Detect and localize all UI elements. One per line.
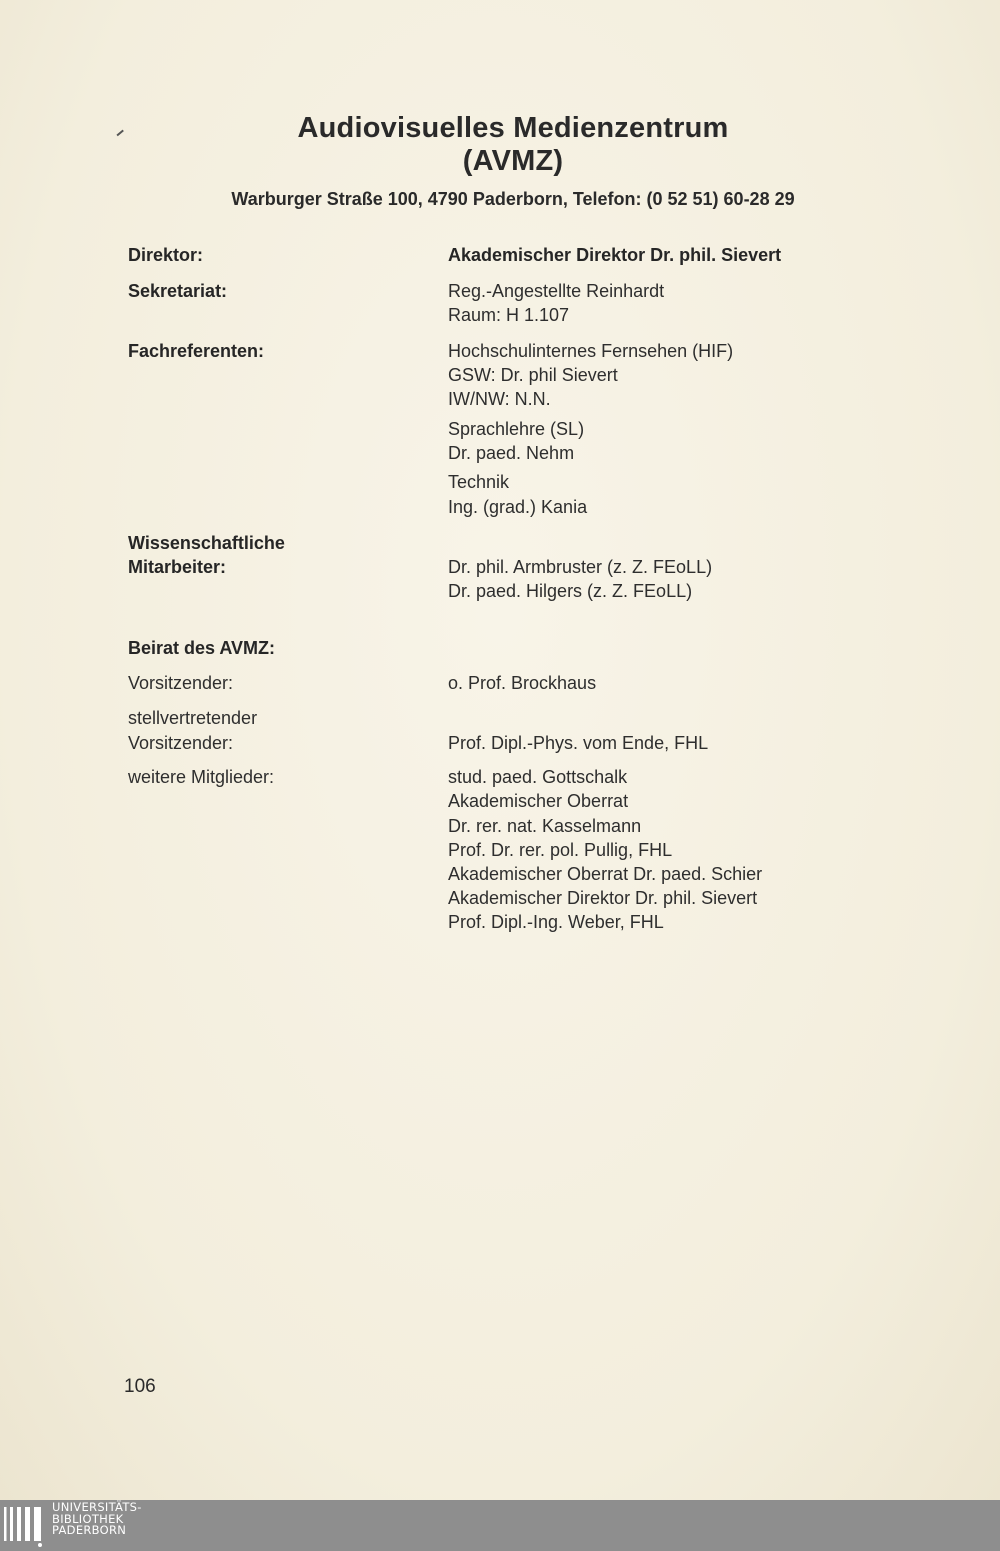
library-footer [0, 1500, 1000, 1551]
label-wiss-mitarbeiter-2: Mitarbeiter: [128, 557, 227, 577]
value-mitglied-5: Akademischer Oberrat Dr. paed. Schier [448, 864, 763, 884]
page-number: 106 [124, 1376, 156, 1397]
value-fachreferenten-4: Sprachlehre (SL) [448, 419, 585, 439]
address-line: Warburger Straße 100, 4790 Paderborn, Telefon: (0 52 51) 60-28 29 [231, 189, 795, 209]
label-stellv-1: stellvertretender [128, 708, 258, 728]
logo-line-3: PADERBORN [52, 1523, 127, 1537]
title-line-1: Audiovisuelles Medienzentrum [297, 112, 729, 144]
value-direktor: Akademischer Direktor Dr. phil. Sievert [448, 245, 782, 265]
logo-line-1: UNIVERSITÄTS- [52, 1500, 142, 1514]
value-vorsitzender: o. Prof. Brockhaus [448, 673, 597, 693]
label-stellv-2: Vorsitzender: [128, 733, 234, 753]
value-mitglied-4: Prof. Dr. rer. pol. Pullig, FHL [448, 840, 673, 860]
label-weitere-mitglieder: weitere Mitglieder: [128, 767, 275, 787]
title-line-2: (AVMZ) [462, 145, 564, 177]
value-fachreferenten-3: IW/NW: N.N. [448, 389, 551, 409]
beirat-heading: Beirat des AVMZ: [128, 638, 276, 658]
value-fachreferenten-5: Dr. paed. Nehm [448, 443, 575, 463]
logo-line-2: BIBLIOTHEK [52, 1511, 124, 1526]
library-logo-text [52, 1502, 142, 1537]
label-vorsitzender: Vorsitzender: [128, 673, 234, 693]
label-direktor: Direktor: [128, 245, 204, 265]
label-sekretariat: Sekretariat: [128, 281, 228, 301]
value-mitglied-7: Prof. Dipl.-Ing. Weber, FHL [448, 912, 664, 932]
value-fachreferenten-2: GSW: Dr. phil Sievert [448, 365, 618, 385]
label-fachreferenten: Fachreferenten: [128, 341, 265, 361]
value-mitglied-2: Akademischer Oberrat [448, 791, 629, 811]
label-wiss-mitarbeiter-1: Wissenschaftliche [128, 533, 285, 553]
value-mitglied-1: stud. paed. Gottschalk [448, 767, 628, 787]
value-mitglied-6: Akademischer Direktor Dr. phil. Sievert [448, 888, 758, 908]
value-wiss-mitarbeiter-2: Dr. paed. Hilgers (z. Z. FEoLL) [448, 581, 693, 601]
value-fachreferenten-1: Hochschulinternes Fernsehen (HIF) [448, 341, 734, 361]
value-sekretariat-1: Reg.-Angestellte Reinhardt [448, 281, 665, 301]
library-logo-icon [4, 1505, 44, 1547]
value-mitglied-3: Dr. rer. nat. Kasselmann [448, 816, 642, 836]
value-stellv: Prof. Dipl.-Phys. vom Ende, FHL [448, 733, 709, 753]
value-sekretariat-2: Raum: H 1.107 [448, 305, 570, 325]
value-fachreferenten-7: Ing. (grad.) Kania [448, 497, 588, 517]
value-wiss-mitarbeiter-1: Dr. phil. Armbruster (z. Z. FEoLL) [448, 557, 713, 577]
value-fachreferenten-6: Technik [448, 472, 510, 492]
